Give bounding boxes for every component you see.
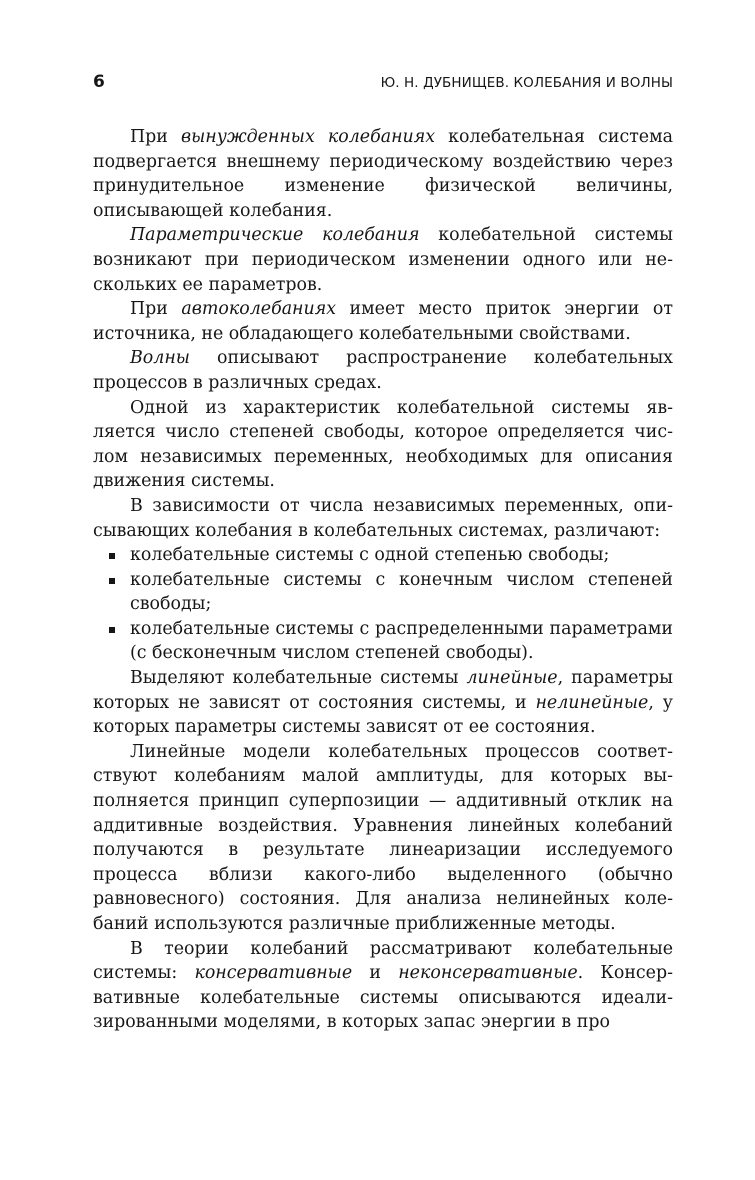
paragraph bbox=[93, 937, 673, 1035]
italic-term: нелинейные bbox=[535, 692, 649, 713]
text-run: Выделяют колебательные системы bbox=[130, 668, 467, 689]
square-bullet-icon bbox=[109, 578, 115, 584]
text-run: , у которых параметры системы зависят от ее состояния. bbox=[93, 692, 673, 738]
list-item bbox=[130, 543, 673, 568]
page-number: 6 bbox=[93, 72, 105, 92]
text-run: колебательная система подвергается внешнему периодическому воздействию через принудительное изменение физической величины, описывающей колебания. bbox=[93, 127, 673, 221]
text-run: В зависимости от числа независимых переменных, описывающих колебания в колебательных системах, различают: bbox=[93, 495, 673, 541]
text-run: , параметры которых не зависят от состояния системы, и bbox=[93, 668, 673, 713]
italic-term: консервативные bbox=[194, 963, 353, 984]
running-head: Ю. Н. ДУБНИЩЕВ. КОЛЕБАНИЯ И ВОЛНЫ bbox=[380, 75, 673, 91]
paragraph bbox=[93, 396, 673, 494]
list-item-text: колебательные системы с конечным числом степеней свободы; bbox=[130, 569, 673, 615]
paragraph bbox=[93, 740, 673, 937]
text-run: При bbox=[130, 299, 182, 320]
italic-term: автоколебаниях bbox=[181, 299, 337, 320]
paragraph bbox=[93, 494, 673, 543]
paragraph bbox=[93, 346, 673, 395]
text-run: имеет место приток энергии от источника, не обладающего колебательными свойствами. bbox=[93, 299, 673, 344]
paragraph bbox=[93, 297, 673, 346]
text-run: В теории колебаний рассматривают колебательные системы: bbox=[93, 938, 673, 984]
list-item-text: колебательные системы с распределенными параметрами (с бесконечным числом степеней свободы). bbox=[130, 618, 673, 664]
page-header bbox=[93, 68, 673, 104]
list-item bbox=[130, 617, 673, 666]
square-bullet-icon bbox=[109, 553, 115, 559]
text-run: При bbox=[130, 127, 181, 147]
italic-term: неконсервативные bbox=[398, 963, 578, 984]
text-run: описывают распространение колебательных процессов в различных средах. bbox=[93, 348, 673, 393]
list-item-text: колебательные системы с одной степенью свободы; bbox=[130, 545, 610, 566]
text-run: Одной из характеристик колебательной системы является число степеней свободы, которое определяется числом независимых переменных, необходимых для описания движения системы. bbox=[93, 397, 673, 492]
paragraph bbox=[93, 125, 673, 223]
bullet-list bbox=[93, 543, 673, 666]
text-run: . Консервативные колебательные системы описываются идеализированными моделями, в которых запас энергии в про bbox=[93, 963, 673, 1033]
italic-term: линейные bbox=[466, 668, 558, 689]
text-run: и bbox=[352, 963, 399, 984]
paragraph bbox=[93, 223, 673, 297]
italic-term: Параметрические колебания bbox=[130, 225, 420, 246]
paragraph bbox=[93, 666, 673, 740]
italic-term: Волны bbox=[130, 348, 190, 369]
text-run: колебательной системы возникают при периодическом изменении одного или нескольких ее параметров. bbox=[93, 225, 673, 295]
text-run: Линейные модели колебательных процессов соответствуют колебаниям малой амплитуды, для которых выполняется принцип суперпозиции — аддитивный отклик на аддитивные воздействия. Уравнения линейных колебаний получаются в результате линеаризации исследуемого процесса вблизи какого-либо выделенного (обычно равновесного) состояния. Для анализа нелинейных колебаний используются различные приближенные методы. bbox=[93, 741, 673, 934]
page-body bbox=[93, 125, 673, 1035]
italic-term: вынужденных колебаниях bbox=[180, 127, 436, 147]
square-bullet-icon bbox=[109, 627, 115, 633]
list-item bbox=[130, 568, 673, 617]
